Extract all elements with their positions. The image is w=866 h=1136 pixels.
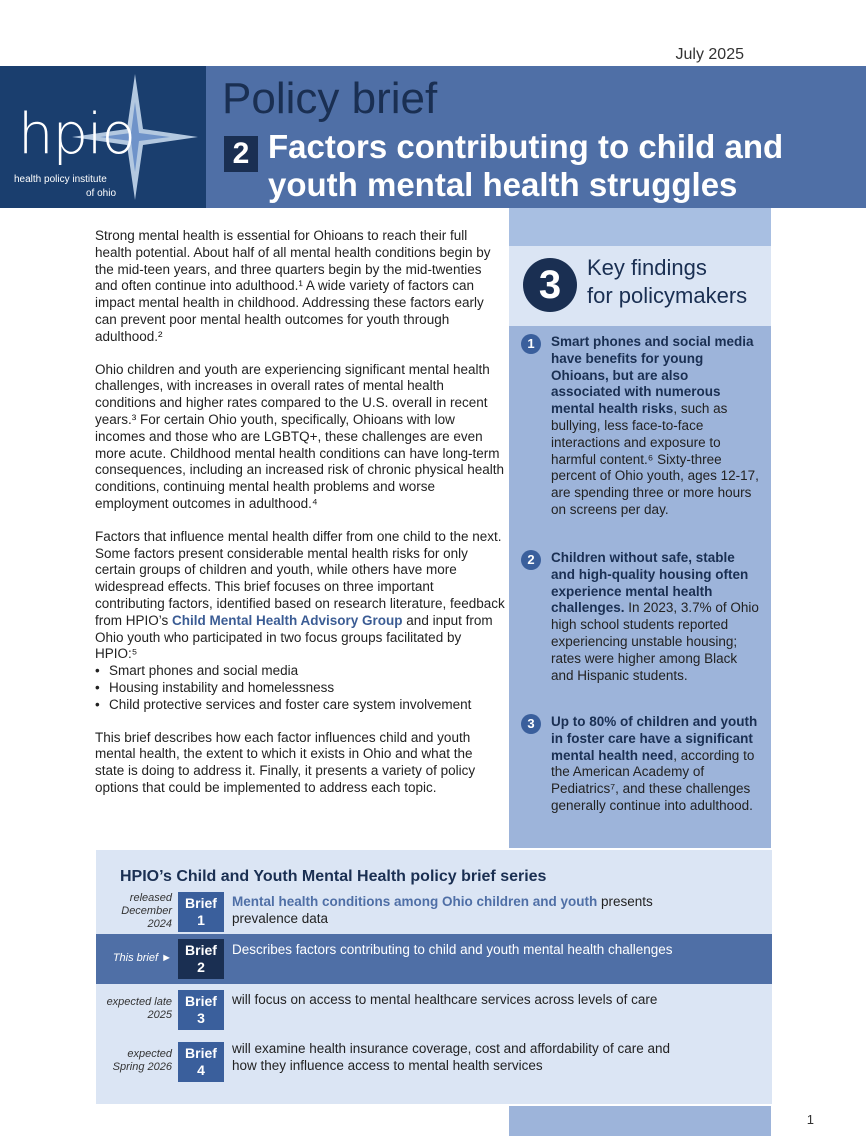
brief-badge: Brief 3	[178, 990, 224, 1030]
paragraph-4: This brief describes how each factor influences child and youth mental health, the extent to which it exists in Ohio and what the state is doing to address it. Finally, it presents a variety of policy options that could be implemented to address each topic.	[95, 729, 476, 795]
finding-number-badge: 3	[521, 714, 541, 734]
brief-description: will focus on access to mental healthcare services across levels of care	[232, 992, 658, 1007]
sidebar-top-band	[509, 208, 771, 246]
brief-number: 2	[224, 136, 258, 172]
brief-series-box	[96, 850, 772, 1104]
finding-number-badge: 1	[521, 334, 541, 354]
series-title: HPIO’s Child and Youth Mental Health policy brief series	[120, 868, 547, 885]
paragraph-3: Factors that influence mental health differ from one child to the next. Some factors present considerable mental health risks for only certain groups of children and youth, while others have more widespread effects. This brief focuses on three important contributing factors, identified based on research literature, feedback from HPIO’s Child Mental Health Advisory Group and input from Ohio youth who participated in two focus groups facilitated by HPIO:⁵	[95, 528, 505, 662]
paragraph-1: Strong mental health is essential for Ohioans to reach their full health potential. About half of all mental health conditions begin by the mid-teen years, and three quarters begin by the mid-twenties and often continue into adulthood.¹ A wide variety of factors can impact mental health in childhood. Addressing these factors early can prevent poor mental health outcomes for youth through adulthood.²	[95, 228, 491, 344]
list-item: • Smart phones and social media	[95, 663, 505, 680]
series-row-4	[96, 1042, 772, 1098]
brief-description: will examine health insurance coverage, cost and affordability of care and how they influence access to mental health services	[232, 1041, 671, 1073]
brief-badge: Brief 4	[178, 1042, 224, 1082]
logo-subtitle-line1: health policy institute	[14, 174, 107, 185]
document-kind: Policy brief	[222, 74, 438, 123]
advisory-group-link[interactable]: Child Mental Health Advisory Group	[172, 612, 403, 628]
date: July 2025	[675, 46, 744, 63]
hpio-logo	[0, 66, 206, 208]
logo-subtitle-line2: of ohio	[86, 188, 117, 199]
brief-description: Mental health conditions among Ohio children and youth presents prevalence data	[232, 894, 653, 926]
main-text	[95, 228, 505, 813]
factor-list	[95, 663, 505, 713]
finding-3: 3 Up to 80% of children and youth in foster care have a significant mental health need, according to the American Academy of Pediatrics⁷, and these challenges generally continue into adulthood.	[521, 714, 761, 815]
finding-number-badge: 2	[521, 550, 541, 570]
sidebar-bottom-band	[509, 1106, 771, 1136]
key-findings-title: Key findings for policymakers	[587, 255, 748, 308]
finding-1: 1 Smart phones and social media have benefits for young Ohioans, but are also associated with numerous mental health risks, such as bullying, less face-to-face interactions and exposure to harmful content.⁶ Sixty-three percent of Ohio youth, ages 12-17, are spending three or more hours on screens per day.	[521, 334, 761, 519]
findings-count-badge: 3	[523, 258, 577, 312]
finding-2: 2 Children without safe, stable and high-quality housing often experience mental health challenges. In 2023, 3.7% of Ohio high school students reported experiencing unstable housing; rates were higher among Black and Hispanic students.	[521, 550, 761, 684]
page-number: 1	[806, 1112, 814, 1127]
release-status: expected Spring 2026	[112, 1048, 172, 1073]
series-row-3	[96, 990, 772, 1034]
key-findings-sidebar	[509, 208, 771, 848]
paragraph-2: Ohio children and youth are experiencing significant mental health challenges, with increases in overall rates of mental health conditions and higher rates compared to the U.S. overall in recent years.³ For certain Ohio youth, specifically, Ohioans with low incomes and those who are LGBTQ+, these challenges are even more acute. Childhood mental health conditions can have long-term consequences, including an increased risk of chronic physical health conditions, continuing mental health problems and worse employment outcomes in adulthood.⁴	[95, 361, 504, 511]
brief-badge: Brief 2	[178, 939, 224, 979]
key-findings-header	[509, 246, 771, 326]
list-item: • Housing instability and homelessness	[95, 680, 505, 697]
series-row-1	[96, 892, 772, 936]
logo-wordmark: hpio	[18, 102, 135, 167]
release-status: released December 2024	[121, 892, 172, 930]
brief-badge: Brief 1	[178, 892, 224, 932]
brief-description: Describes factors contributing to child and youth mental health challenges	[232, 942, 673, 957]
series-row-2	[96, 934, 772, 984]
page-title: Factors contributing to child and youth mental health struggles	[268, 128, 784, 203]
list-item: • Child protective services and foster care system involvement	[95, 697, 505, 714]
header-banner	[0, 66, 866, 208]
release-status: expected late 2025	[106, 996, 172, 1021]
brief-1-link[interactable]: Mental health conditions among Ohio children and youth	[232, 894, 598, 909]
current-brief-marker: This brief ►	[112, 952, 172, 964]
